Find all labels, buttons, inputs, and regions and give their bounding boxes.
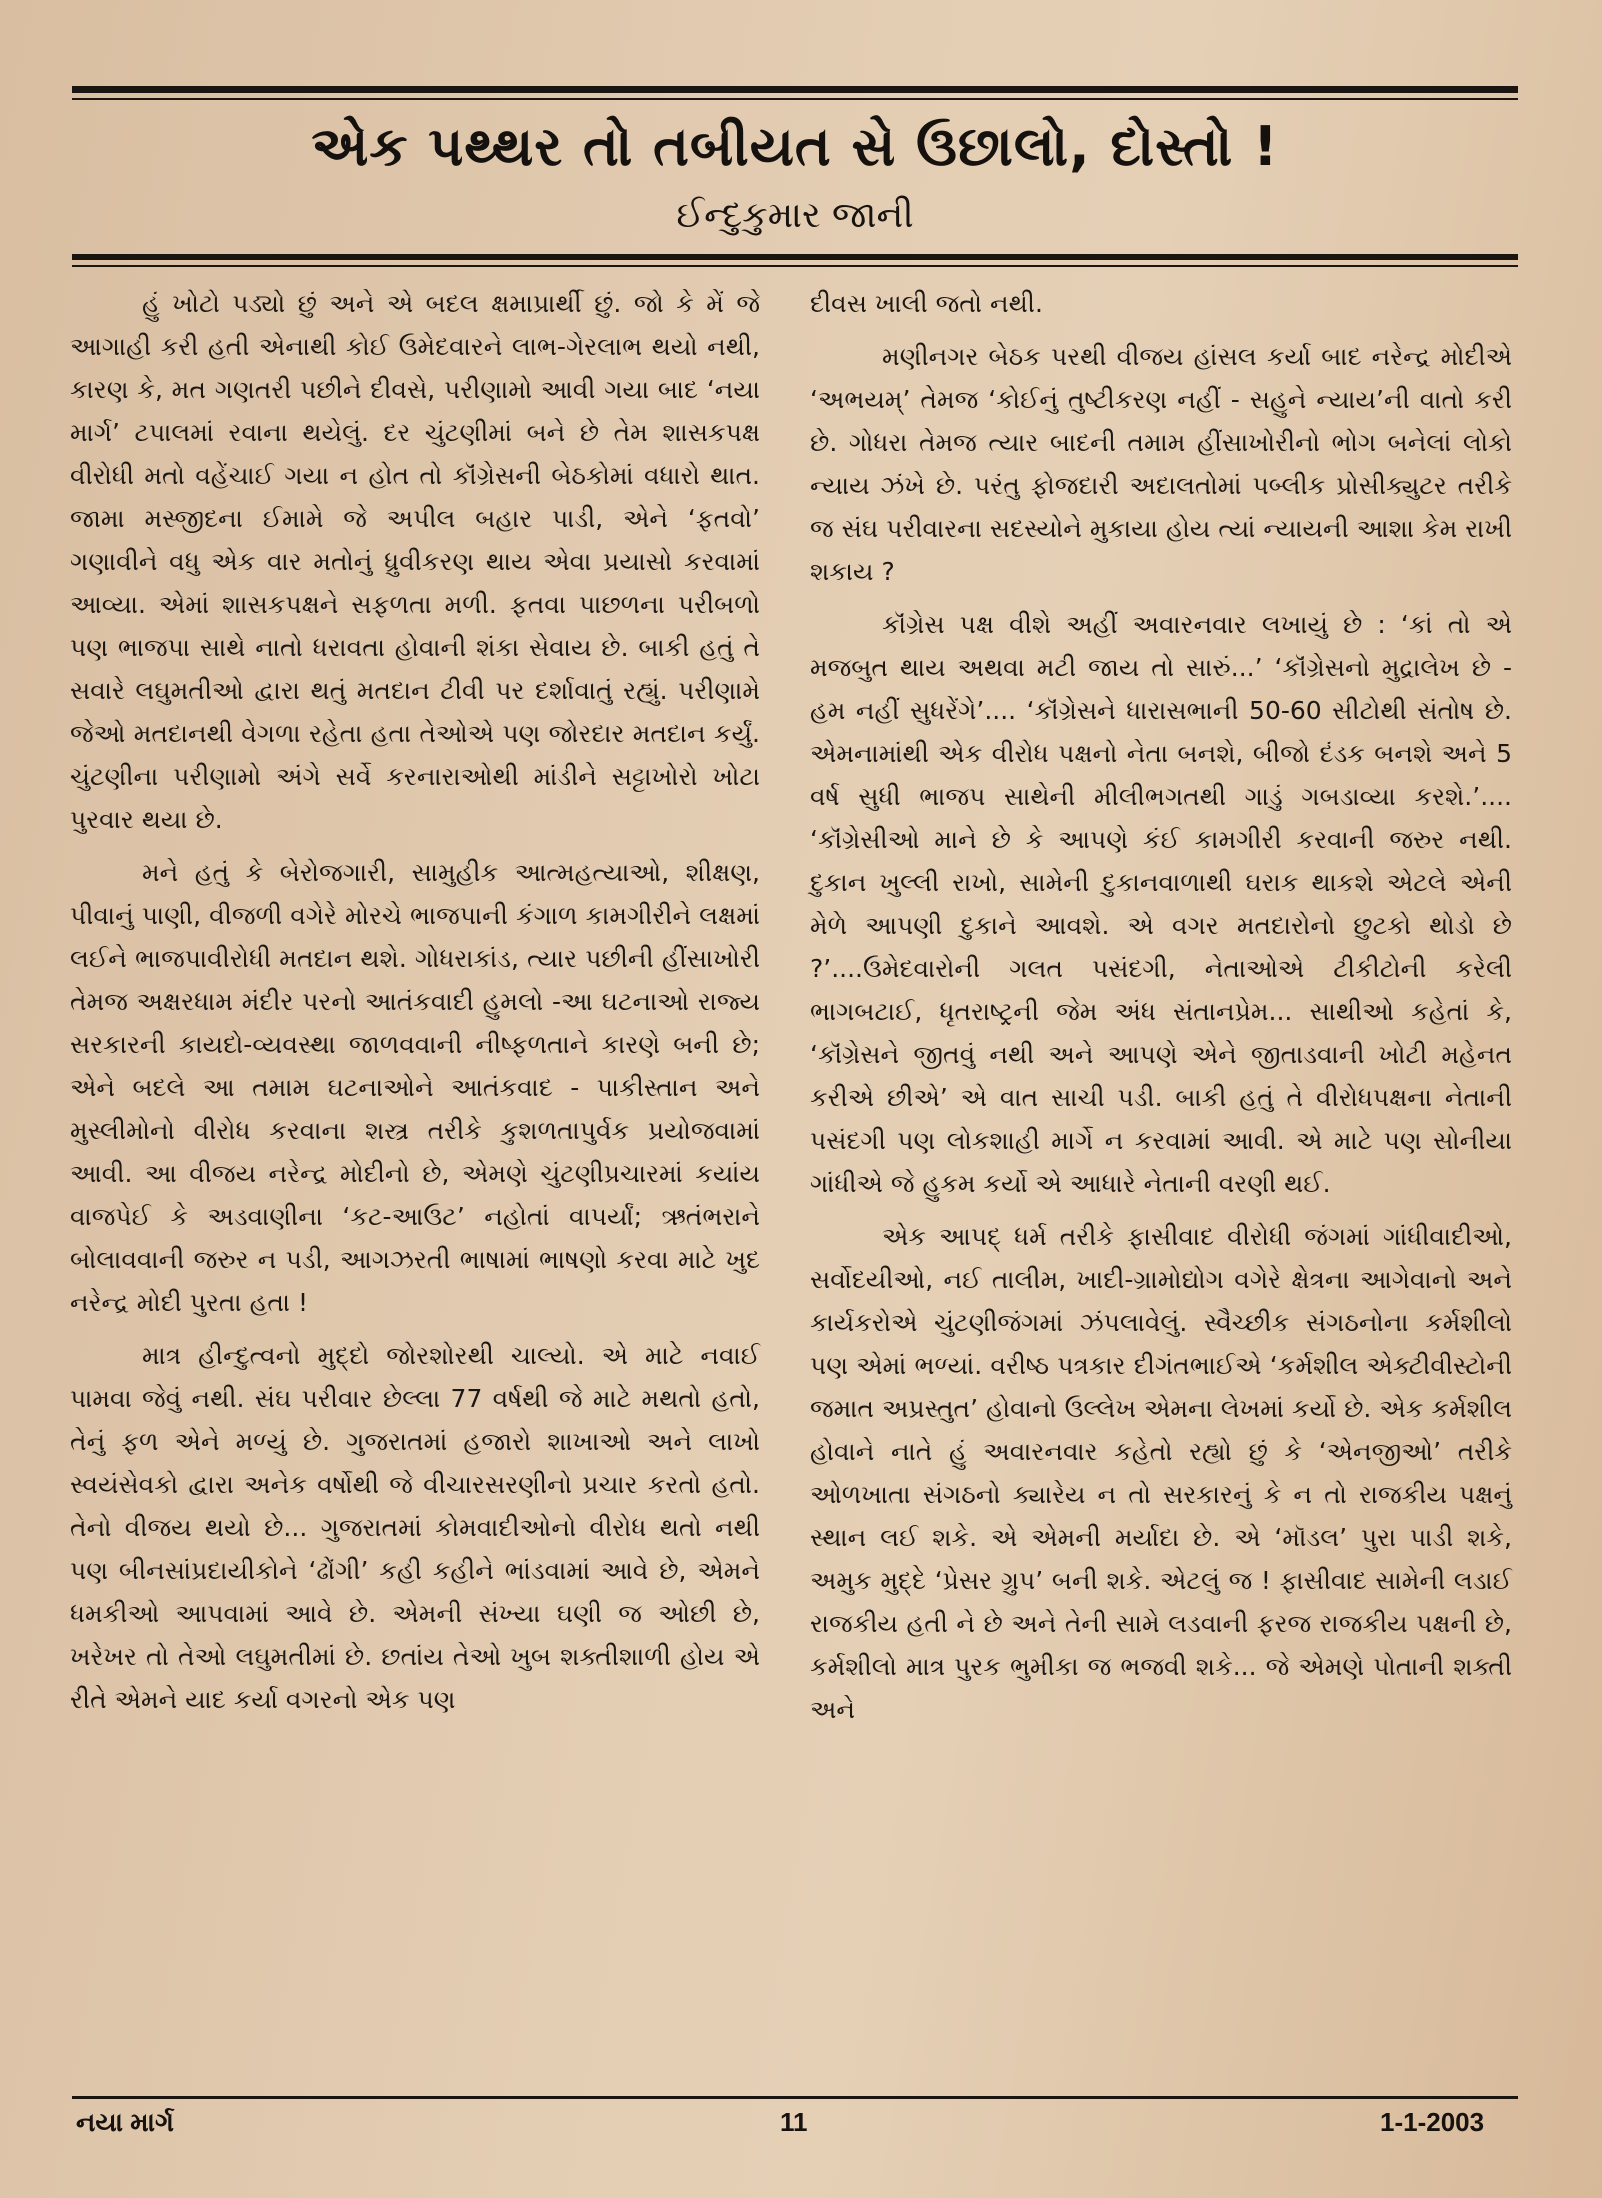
paragraph: હું ખોટો પડ્યો છું અને એ બદલ ક્ષમાપ્રાર્થી છું. જો કે મેં જે આગાહી કરી હતી એનાથી કોઈ ઉમેદવારને લાભ-ગેરલાભ થયો નથી, કારણ કે, મત ગણતરી પછીને દીવસે, પરીણામો આવી ગયા બાદ ‘નયા માર્ગ’ ટપાલમાં રવાના થયેલું. દર ચુંટણીમાં બને છે તેમ શાસકપક્ષ વીરોધી મતો વહેંચાઈ ગયા ન હોત તો કૉંગ્રેસની બેઠકોમાં વધારો થાત. જામા મસ્જીદના ઈમામે જે અપીલ બહાર પાડી, એને ‘ફતવો’ ગણાવીને વધુ એક વાર મતોનું ધ્રુવીકરણ થાય એવા પ્રયાસો કરવામાં આવ્યા. એમાં શાસકપક્ષને સફળતા મળી. ફતવા પાછળના પરીબળો પણ ભાજપા સાથે નાતો ધરાવતા હોવાની શંકા સેવાય છે. બાકી હતું તે સવારે લઘુમતીઓ દ્વારા થતું મતદાન ટીવી પર દર્શાવાતું રહ્યું. પરીણામે જેઓ મતદાનથી વેગળા રહેતા હતા તેઓએ પણ જોરદાર મતદાન કર્યું. ચુંટણીના પરીણામો અંગે સર્વે કરનારાઓથી માંડીને સટ્ટાખોરો ખોટા પુરવાર થયા છે. [70,289,760,834]
footer-rule [72,2096,1518,2099]
paragraph: માત્ર હીન્દુત્વનો મુદ્દો જોરશોરથી ચાલ્યો. એ માટે નવાઈ પામવા જેવું નથી. સંઘ પરીવાર છેલ્લા 77 વર્ષથી જે માટે મથતો હતો, તેનું ફળ એને મળ્યું છે. ગુજરાતમાં હજારો શાખાઓ અને લાખો સ્વયંસેવકો દ્વારા અનેક વર્ષોથી જે વીચારસરણીનો પ્રચાર કરતો હતો. તેનો વીજય થયો છે... ગુજરાતમાં કોમવાદીઓનો વીરોધ થતો નથી પણ બીનસાંપ્રદાયીકોને ‘ઢોંગી’ કહી કહીને ભાંડવામાં આવે છે, એમને ધમકીઓ આપવામાં આવે છે. એમની સંખ્યા ઘણી જ ઓછી છે, ખરેખર તો તેઓ લઘુમતીમાં છે. છતાંય તેઓ ખુબ શક્તીશાળી હોય એ રીતે એમને યાદ કર્યા વગરનો એક પણ [70,1341,760,1714]
paragraph: મણીનગર બેઠક પરથી વીજય હાંસલ કર્યા બાદ નરેન્દ્ર મોદીએ ‘અભયમ્’ તેમજ ‘કોઈનું તુષ્ટીકરણ નહીં - સહુને ન્યાય’ની વાતો કરી છે. ગોધરા તેમજ ત્યાર બાદની તમામ હીંસાખોરીનો ભોગ બનેલાં લોકો ન્યાય ઝંખે છે. પરંતુ ફોજદારી અદાલતોમાં પબ્લીક પ્રોસીક્યુટર તરીકે જ સંઘ પરીવારના સદસ્યોને મુકાયા હોય ત્યાં ન્યાયની આશા કેમ રાખી શકાય ? [810,342,1512,586]
article-title: એક પથ્થર તો તબીયત સે ઉછાલો, દોસ્તો ! [311,115,1279,178]
left-column [70,282,760,1731]
page-number: 11 [780,2107,808,2137]
header-rule-thick [72,254,1518,260]
header-rule-thin [72,265,1518,267]
paragraph: કૉંગ્રેસ પક્ષ વીશે અહીં અવારનવાર લખાયું છે : ‘કાં તો એ મજબુત થાય અથવા મટી જાય તો સારું...’ ‘કૉંગ્રેસનો મુદ્રાલેખ છે - હમ નહીં સુધરેંગે’.... ‘કૉંગ્રેસને ધારાસભાની 50-60 સીટોથી સંતોષ છે. એમનામાંથી એક વીરોધ પક્ષનો નેતા બનશે, બીજો દંડક બનશે અને 5 વર્ષ સુધી ભાજપ સાથેની મીલીભગતથી ગાડું ગબડાવ્યા કરશે.’.... ‘કૉંગ્રેસીઓ માને છે કે આપણે કંઈ કામગીરી કરવાની જરુર નથી. દુકાન ખુલ્લી રાખો, સામેની દુકાનવાળાથી ઘરાક થાકશે એટલે એની મેળે આપણી દુકાને આવશે. એ વગર મતદારોનો છુટકો થોડો છે ?’....ઉમેદવારોની ગલત પસંદગી, નેતાઓએ ટીકીટોની કરેલી ભાગબટાઈ, ધૃતરાષ્ટ્રની જેમ અંધ સંતાનપ્રેમ... સાથીઓ કહેતાં કે, ‘કૉંગ્રેસને જીતવું નથી અને આપણે એને જીતાડવાની ખોટી મહેનત કરીએ છીએ’ એ વાત સાચી પડી. બાકી હતું તે વીરોધપક્ષના નેતાની પસંદગી પણ લોકશાહી માર્ગે ન કરવામાં આવી. એ માટે પણ સોનીયા ગાંધીએ જે હુકમ કર્યો એ આધારે નેતાની વરણી થઈ. [810,610,1512,1198]
top-rule-thin [72,98,1518,100]
paragraph: મને હતું કે બેરોજગારી, સામુહીક આત્મહત્યાઓ, શીક્ષણ, પીવાનું પાણી, વીજળી વગેરે મોરચે ભાજપાની કંગાળ કામગીરીને લક્ષમાં લઈને ભાજપાવીરોધી મતદાન થશે. ગોધરાકાંડ, ત્યાર પછીની હીંસાખોરી તેમજ અક્ષરધામ મંદીર પરનો આતંકવાદી હુમલો -આ ઘટનાઓ રાજ્ય સરકારની કાયદો-વ્યવસ્થા જાળવવાની નીષ્ફળતાને કારણે બની છે; એને બદલે આ તમામ ઘટનાઓને આતંકવાદ - પાકીસ્તાન અને મુસ્લીમોનો વીરોધ કરવાના શસ્ત્ર તરીકે કુશળતાપુર્વક પ્રયોજવામાં આવી. આ વીજય નરેન્દ્ર મોદીનો છે, એમણે ચુંટણીપ્રચારમાં કયાંય વાજપેઈ કે અડવાણીના ‘કટ-આઉટ’ નહોતાં વાપર્યાં; ઋતંભરાને બોલાવવાની જરુર ન પડી, આગઝરતી ભાષામાં ભાષણો કરવા માટે ખુદ નરેન્દ્ર મોદી પુરતા હતા ! [70,858,760,1317]
paragraph-continued: દીવસ ખાલી જતો નથી. [810,289,1043,318]
issue-date: 1-1-2003 [1380,2107,1485,2137]
article-author: ઈન્દુકુમાર જાની [676,195,914,236]
top-rule-thick [72,86,1518,93]
publication-name: નયા માર્ગ [76,2107,174,2137]
right-column [810,282,1512,1741]
paragraph: એક આપદ્ ધર્મ તરીકે ફાસીવાદ વીરોધી જંગમાં ગાંધીવાદીઓ, સર્વોદયીઓ, નઈ તાલીમ, ખાદી-ગ્રામોદ્યોગ વગેરે ક્ષેત્રના આગેવાનો અને કાર્યકરોએ ચુંટણીજંગમાં ઝંપલાવેલું. સ્વૈચ્છીક સંગઠનોના કર્મશીલો પણ એમાં ભળ્યાં. વરીષ્ઠ પત્રકાર દીગંતભાઈએ ‘કર્મશીલ એક્ટીવીસ્ટોની જમાત અપ્રસ્તુત’ હોવાનો ઉલ્લેખ એમના લેખમાં કર્યો છે. એક કર્મશીલ હોવાને નાતે હું અવારનવાર કહેતો રહ્યો છું કે ‘એનજીઓ’ તરીકે ઓળખાતા સંગઠનો ક્યારેય ન તો સરકારનું કે ન તો રાજકીય પક્ષનું સ્થાન લઈ શકે. એ એમની મર્યાદા છે. એ ‘મૉડલ’ પુરા પાડી શકે, અમુક મુદ્દે ‘પ્રેસર ગ્રુપ’ બની શકે. એટલું જ ! ફાસીવાદ સામેની લડાઈ રાજકીય હતી ને છે અને તેની સામે લડવાની ફરજ રાજકીય પક્ષની છે, કર્મશીલો માત્ર પુરક ભુમીકા જ ભજવી શકે... જે એમણે પોતાની શક્તી અને [810,1222,1512,1724]
